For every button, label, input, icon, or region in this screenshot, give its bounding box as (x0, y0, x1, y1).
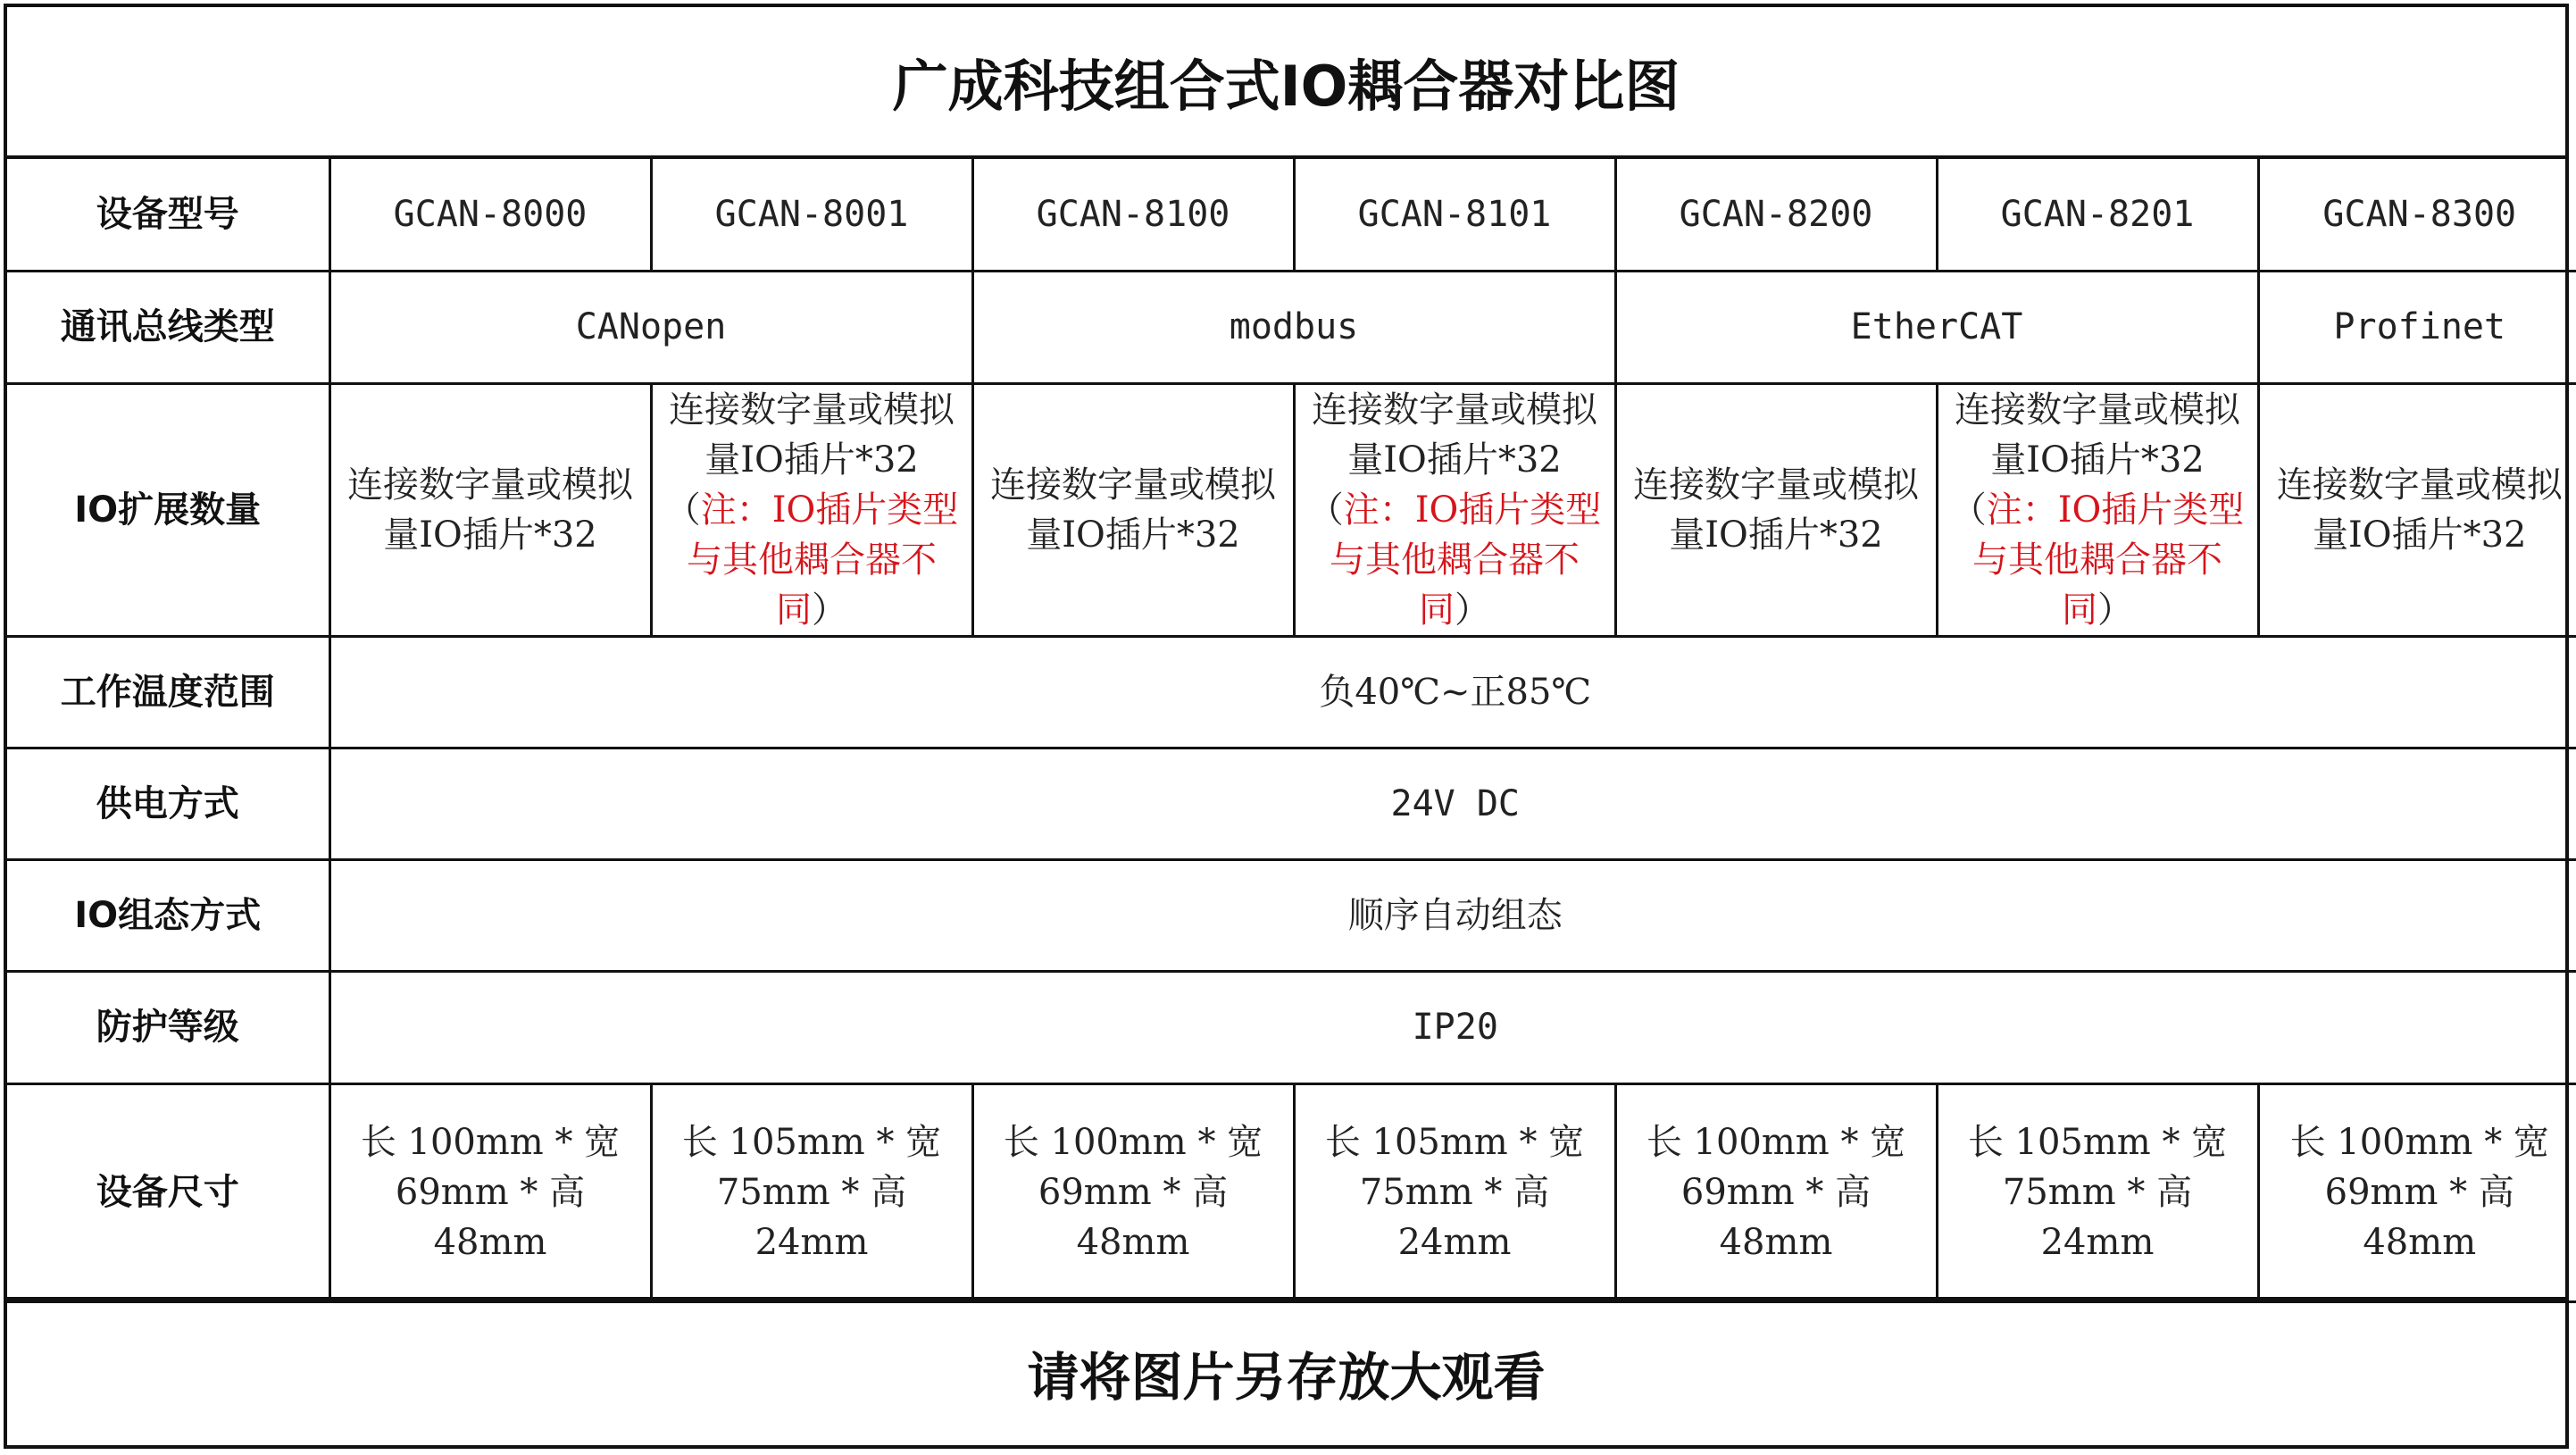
io-expansion-text: 连接数字量或模拟量IO插片*32 (1955, 389, 2240, 481)
model-cell: GCAN-8300 (2258, 159, 2576, 271)
comparison-table (7, 159, 2576, 1303)
io-expansion-cell: 连接数字量或模拟量IO插片*32 (329, 383, 651, 636)
power-cell: 24V DC (329, 748, 2576, 859)
io-expansion-special-cell (1294, 383, 1615, 636)
size-cell: 长 100mm * 宽 69mm * 高 48mm (972, 1083, 1294, 1301)
bus-cell: CANopen (329, 271, 972, 383)
table-row (7, 859, 2576, 971)
row-header-protection: 防护等级 (7, 971, 329, 1083)
io-expansion-text: 连接数字量或模拟量IO插片*32 (669, 389, 955, 481)
model-cell: GCAN-8001 (651, 159, 972, 271)
footer-note: 请将图片另存放大观看 (7, 1297, 2565, 1445)
paren-close: ） (2097, 589, 2133, 631)
table-row (7, 383, 2576, 636)
io-expansion-cell: 连接数字量或模拟量IO插片*32 (972, 383, 1294, 636)
io-expansion-note: 注：IO插片类型与其他耦合器不同 (687, 489, 959, 631)
row-header-temperature: 工作温度范围 (7, 636, 329, 748)
table-row (7, 271, 2576, 383)
temperature-cell: 负40℃~正85℃ (329, 636, 2576, 748)
table-row (7, 1083, 2576, 1301)
paren-close: ） (1455, 589, 1490, 631)
bus-cell: modbus (972, 271, 1615, 383)
paren-close: ） (812, 589, 847, 631)
io-expansion-special-cell (651, 383, 972, 636)
row-header-power: 供电方式 (7, 748, 329, 859)
bus-cell: EtherCAT (1615, 271, 2258, 383)
table-row (7, 636, 2576, 748)
row-header-model: 设备型号 (7, 159, 329, 271)
row-header-bus: 通讯总线类型 (7, 271, 329, 383)
size-cell: 长 100mm * 宽 69mm * 高 48mm (2258, 1083, 2576, 1301)
io-expansion-cell: 连接数字量或模拟量IO插片*32 (2258, 383, 2576, 636)
io-expansion-text: 连接数字量或模拟量IO插片*32 (1312, 389, 1597, 481)
io-config-cell: 顺序自动组态 (329, 859, 2576, 971)
model-cell: GCAN-8100 (972, 159, 1294, 271)
table-row (7, 971, 2576, 1083)
paren-open: （ (1307, 489, 1344, 531)
model-cell: GCAN-8101 (1294, 159, 1615, 271)
size-cell: 长 105mm * 宽 75mm * 高 24mm (651, 1083, 972, 1301)
table-row (7, 159, 2576, 271)
model-cell: GCAN-8200 (1615, 159, 1937, 271)
bus-cell: Profinet (2258, 271, 2576, 383)
size-cell: 长 100mm * 宽 69mm * 高 48mm (1615, 1083, 1937, 1301)
io-expansion-cell: 连接数字量或模拟量IO插片*32 (1615, 383, 1937, 636)
size-cell: 长 100mm * 宽 69mm * 高 48mm (329, 1083, 651, 1301)
protection-cell: IP20 (329, 971, 2576, 1083)
size-cell: 长 105mm * 宽 75mm * 高 24mm (1937, 1083, 2258, 1301)
io-expansion-special-cell (1937, 383, 2258, 636)
row-header-size: 设备尺寸 (7, 1083, 329, 1301)
row-header-io-config: IO组态方式 (7, 859, 329, 971)
io-expansion-note: 注：IO插片类型与其他耦合器不同 (1972, 489, 2245, 631)
paren-open: （ (1950, 489, 1987, 531)
size-cell: 长 105mm * 宽 75mm * 高 24mm (1294, 1083, 1615, 1301)
table-row (7, 748, 2576, 859)
page-title: 广成科技组合式IO耦合器对比图 (7, 7, 2565, 159)
io-expansion-note: 注：IO插片类型与其他耦合器不同 (1330, 489, 1602, 631)
model-cell: GCAN-8000 (329, 159, 651, 271)
model-cell: GCAN-8201 (1937, 159, 2258, 271)
row-header-io-expansion: IO扩展数量 (7, 383, 329, 636)
paren-open: （ (664, 489, 701, 531)
comparison-sheet (4, 4, 2569, 1449)
